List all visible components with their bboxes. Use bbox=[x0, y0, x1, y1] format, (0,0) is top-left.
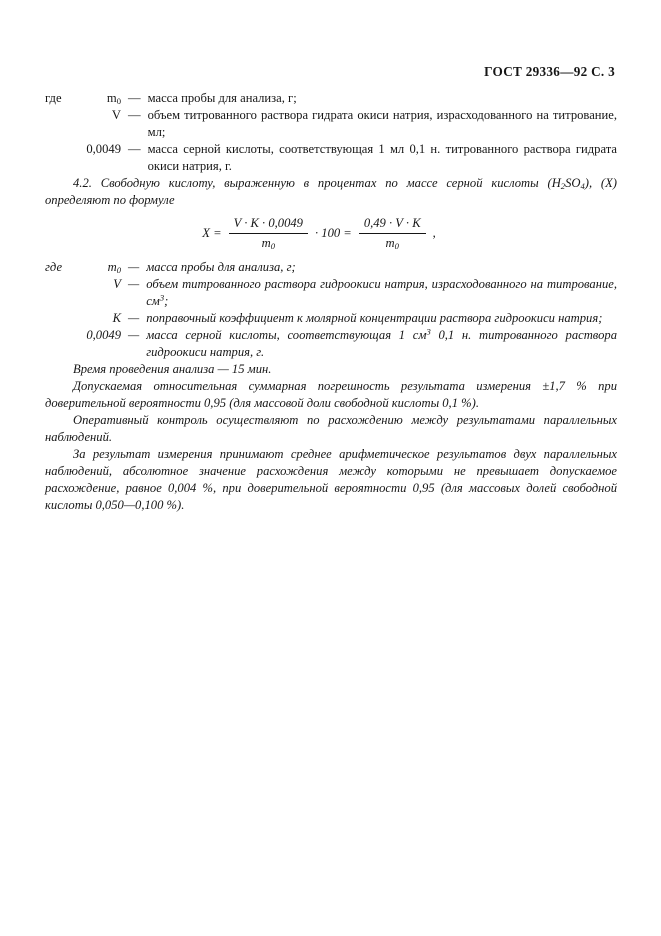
term: $m_0$ bbox=[107, 260, 121, 276]
term-cell bbox=[45, 327, 121, 344]
definition-text: масса пробы для анализа, г; bbox=[147, 91, 297, 105]
formula-mid: · 100 = bbox=[314, 226, 352, 240]
paragraph-analysis-time: Время проведения анализа — 15 мин. bbox=[73, 362, 272, 376]
where-list-2 bbox=[45, 259, 617, 361]
term: 0,0049 bbox=[86, 142, 121, 156]
term-cell bbox=[45, 276, 121, 293]
definition-text: объем титрованного раствора гидрата окиси натрия, израсходованного на титрование, мл; bbox=[147, 108, 617, 139]
fraction-1-numerator: V · K · 0,0049 bbox=[229, 215, 308, 234]
definition-text: объем титрованного раствора гидроокиси натрия, израсходованного на титрование, $см^3$; bbox=[146, 277, 617, 308]
term-cell bbox=[45, 310, 121, 327]
term-cell bbox=[45, 107, 121, 124]
dash: — bbox=[128, 260, 140, 274]
definition-row bbox=[45, 310, 617, 327]
definition-text: масса серной кислоты, соответствующая 1 мл 0,1 н. титрованного раствора гидрата окиси натрия, г. bbox=[147, 142, 617, 173]
term: К bbox=[112, 311, 121, 325]
definition-row bbox=[45, 107, 617, 141]
page-header: ГОСТ 29336—92 С. 3 bbox=[484, 64, 615, 79]
fraction-2 bbox=[359, 215, 426, 252]
definition-row bbox=[45, 90, 617, 107]
term: $m_0$ bbox=[106, 91, 121, 107]
term: V bbox=[111, 108, 121, 122]
paragraph-operational-control: Оперативный контроль осуществляют по расхождению между результатами параллельных наблюдений. bbox=[45, 413, 617, 444]
formula-tail: , bbox=[432, 226, 436, 240]
term-cell bbox=[45, 90, 121, 107]
definition-text: масса пробы для анализа, г; bbox=[146, 260, 296, 274]
where-intro: где bbox=[45, 260, 63, 274]
dash: — bbox=[128, 328, 140, 342]
term-cell bbox=[45, 259, 121, 276]
paragraph-result-rule: За результат измерения принимают среднее арифметическое результатов двух параллельных наблюдений, абсолютное значение расхождения между которыми не превышает допускаемое расхождение, равное 0,004 %, при доверительной вероятности 0,95 (для массовых долей свободной кислоты 0,050—0,100 %). bbox=[45, 447, 617, 512]
formula-4-2 bbox=[45, 215, 593, 252]
clause-4-2: 4.2. Свободную кислоту, выраженную в процентах по массе серной кислоты $(H_2SO_4)$, (X) определяют по формуле bbox=[45, 176, 618, 207]
paragraph-error-tolerance: Допускаемая относительная суммарная погрешность результата измерения ±1,7 % при доверительной вероятности 0,95 (для массовой доли свободной кислоты 0,1 %). bbox=[45, 379, 617, 410]
definition-text: поправочный коэффициент к молярной концентрации раствора гидроокиси натрия; bbox=[146, 311, 603, 325]
where-list-1 bbox=[45, 90, 617, 175]
term: V bbox=[113, 277, 121, 291]
formula-lhs: X = bbox=[202, 226, 222, 240]
fraction-1 bbox=[229, 215, 308, 252]
definition-text: масса серной кислоты, соответствующая 1 $см^3$ 0,1 н. титрованного раствора гидроокиси натрия, г. bbox=[146, 326, 617, 359]
dash: — bbox=[128, 311, 140, 325]
fraction-1-denominator: $m_0$ bbox=[261, 236, 275, 252]
definition-row bbox=[45, 276, 617, 310]
dash: — bbox=[128, 108, 141, 122]
dash: — bbox=[128, 91, 141, 105]
definition-row bbox=[45, 259, 617, 276]
page-content bbox=[45, 90, 617, 514]
definition-row bbox=[45, 327, 617, 361]
term: 0,0049 bbox=[86, 328, 121, 342]
term-cell bbox=[45, 141, 121, 158]
where-intro: где bbox=[45, 91, 62, 105]
dash: — bbox=[128, 277, 140, 291]
fraction-2-numerator: 0,49 · V · K bbox=[359, 215, 426, 234]
dash: — bbox=[128, 142, 141, 156]
definition-row bbox=[45, 141, 617, 175]
fraction-2-denominator: $m_0$ bbox=[385, 236, 399, 252]
